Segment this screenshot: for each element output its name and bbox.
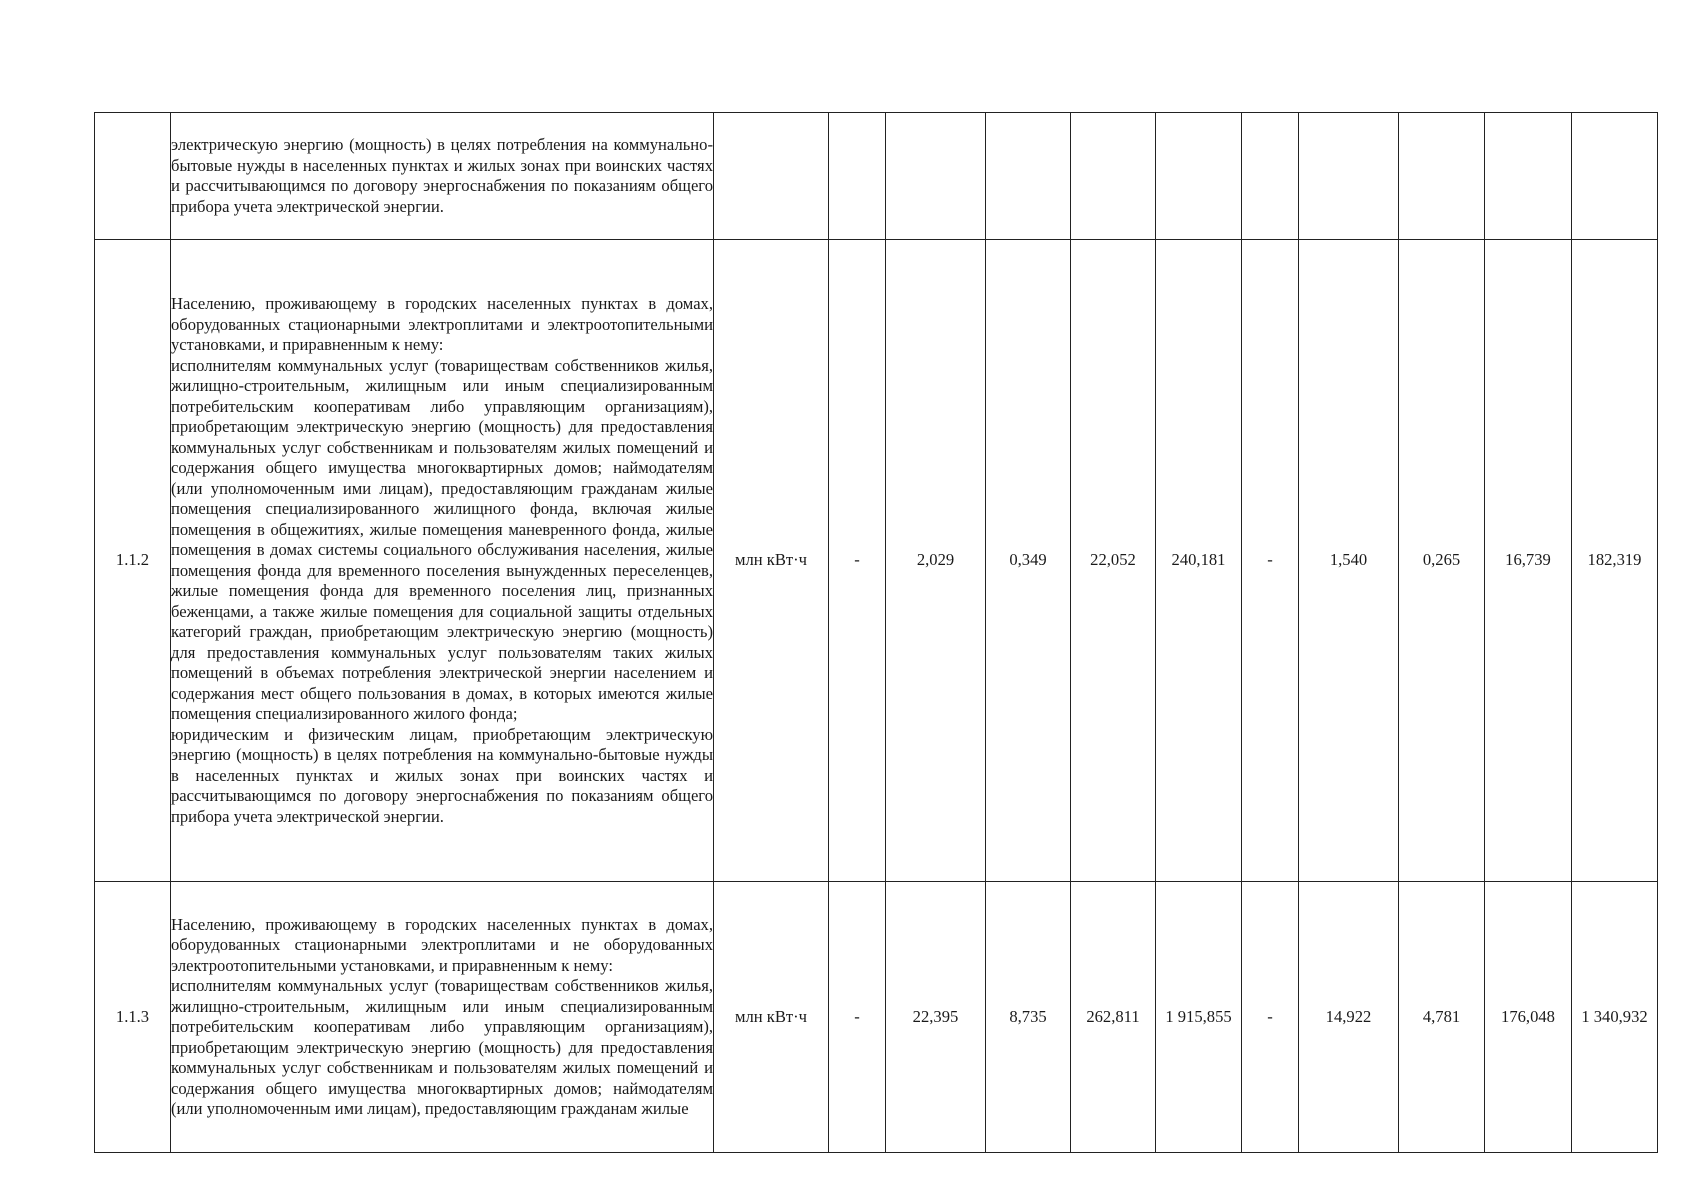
- value-cell: 14,922: [1299, 882, 1399, 1153]
- value-cell: 182,319: [1572, 240, 1658, 882]
- value-cell: -: [829, 882, 886, 1153]
- unit-cell: млн кВт·ч: [714, 240, 829, 882]
- unit-cell: [714, 113, 829, 240]
- table-row: [95, 882, 1658, 1153]
- value-cell: 16,739: [1485, 240, 1572, 882]
- value-cell: 240,181: [1156, 240, 1242, 882]
- table-row: [95, 240, 1658, 882]
- value-cell: [1299, 113, 1399, 240]
- value-cell: [986, 113, 1071, 240]
- value-cell: 4,781: [1399, 882, 1485, 1153]
- description-paragraph: исполнителям коммунальных услуг (товариществам собственников жилья, жилищно-строительным, жилищным или иным специализированным потребительским кооперативам либо управляющим организациям), приобретающим электрическую энергию (мощность) для предоставления коммунальных услуг собственникам и пользователям жилых помещений и содержания общего имущества многоквартирных домов; наймодателям (или уполномоченным ими лицам), предоставляющим гражданам жилые: [171, 976, 713, 1118]
- value-cell: 0,265: [1399, 240, 1485, 882]
- table-row: [95, 113, 1658, 240]
- row-number: 1.1.3: [95, 882, 171, 1153]
- value-cell: 1 915,855: [1156, 882, 1242, 1153]
- value-cell: 22,395: [886, 882, 986, 1153]
- row-number: 1.1.2: [95, 240, 171, 882]
- row-description: [171, 240, 714, 882]
- value-cell: 22,052: [1071, 240, 1156, 882]
- value-cell: 2,029: [886, 240, 986, 882]
- unit-cell: млн кВт·ч: [714, 882, 829, 1153]
- description-paragraph: Населению, проживающему в городских населенных пунктах в домах, оборудованных стационарными электроплитами и не оборудованных электроотопительными установками, и приравненным к нему:: [171, 914, 713, 975]
- value-cell: 262,811: [1071, 882, 1156, 1153]
- value-cell: -: [829, 240, 886, 882]
- row-description: [171, 113, 714, 240]
- description-paragraph: Населению, проживающему в городских населенных пунктах в домах, оборудованных стационарными электроплитами и электроотопительными установками, и приравненным к нему:: [171, 294, 713, 354]
- tariff-table: [94, 112, 1658, 1153]
- row-description: [171, 882, 714, 1153]
- description-paragraph: юридическим и физическим лицам, приобретающим электрическую энергию (мощность) в целях потребления на коммунально-бытовые нужды в населенных пунктах и жилых зонах при воинских частях и рассчитывающимся по договору энергоснабжения по показаниям общего прибора учета электрической энергии.: [171, 724, 713, 826]
- description-paragraph: исполнителям коммунальных услуг (товариществам собственников жилья, жилищно-строительным, жилищным или иным специализированным потребительским кооперативам либо управляющим организациям), приобретающим электрическую энергию (мощность) для предоставления коммунальных услуг собственникам и пользователям жилых помещений и содержания общего имущества многоквартирных домов; наймодателям (или уполномоченным ими лицам), предоставляющим гражданам жилые помещения специализированного жилищного фонда, включая жилые помещения в общежитиях, жилые помещения маневренного фонда, жилые помещения в домах системы социального обслуживания населения, жилые помещения фонда для временного поселения вынужденных переселенцев, жилые помещения фонда для временного поселения лиц, признанных беженцами, а также жилые помещения для социальной защиты отдельных категорий граждан, приобретающим электрическую энергию (мощность) для предоставления коммунальных услуг пользователям таких жилых помещений в объемах потребления электрической энергии населением и содержания мест общего пользования в домах, в которых имеются жилые помещения специализированного жилого фонда;: [171, 355, 713, 723]
- description-paragraph: электрическую энергию (мощность) в целях потребления на коммунально-бытовые нужды в населенных пунктах и жилых зонах при воинских частях и рассчитывающимся по договору энергоснабжения по показаниям общего прибора учета электрической энергии.: [171, 135, 713, 216]
- value-cell: [1242, 113, 1299, 240]
- value-cell: [1399, 113, 1485, 240]
- value-cell: [886, 113, 986, 240]
- value-cell: 1,540: [1299, 240, 1399, 882]
- value-cell: [1071, 113, 1156, 240]
- value-cell: [1156, 113, 1242, 240]
- value-cell: 1 340,932: [1572, 882, 1658, 1153]
- value-cell: 176,048: [1485, 882, 1572, 1153]
- value-cell: 8,735: [986, 882, 1071, 1153]
- value-cell: 0,349: [986, 240, 1071, 882]
- value-cell: [1485, 113, 1572, 240]
- value-cell: -: [1242, 240, 1299, 882]
- value-cell: -: [1242, 882, 1299, 1153]
- row-number: [95, 113, 171, 240]
- value-cell: [829, 113, 886, 240]
- value-cell: [1572, 113, 1658, 240]
